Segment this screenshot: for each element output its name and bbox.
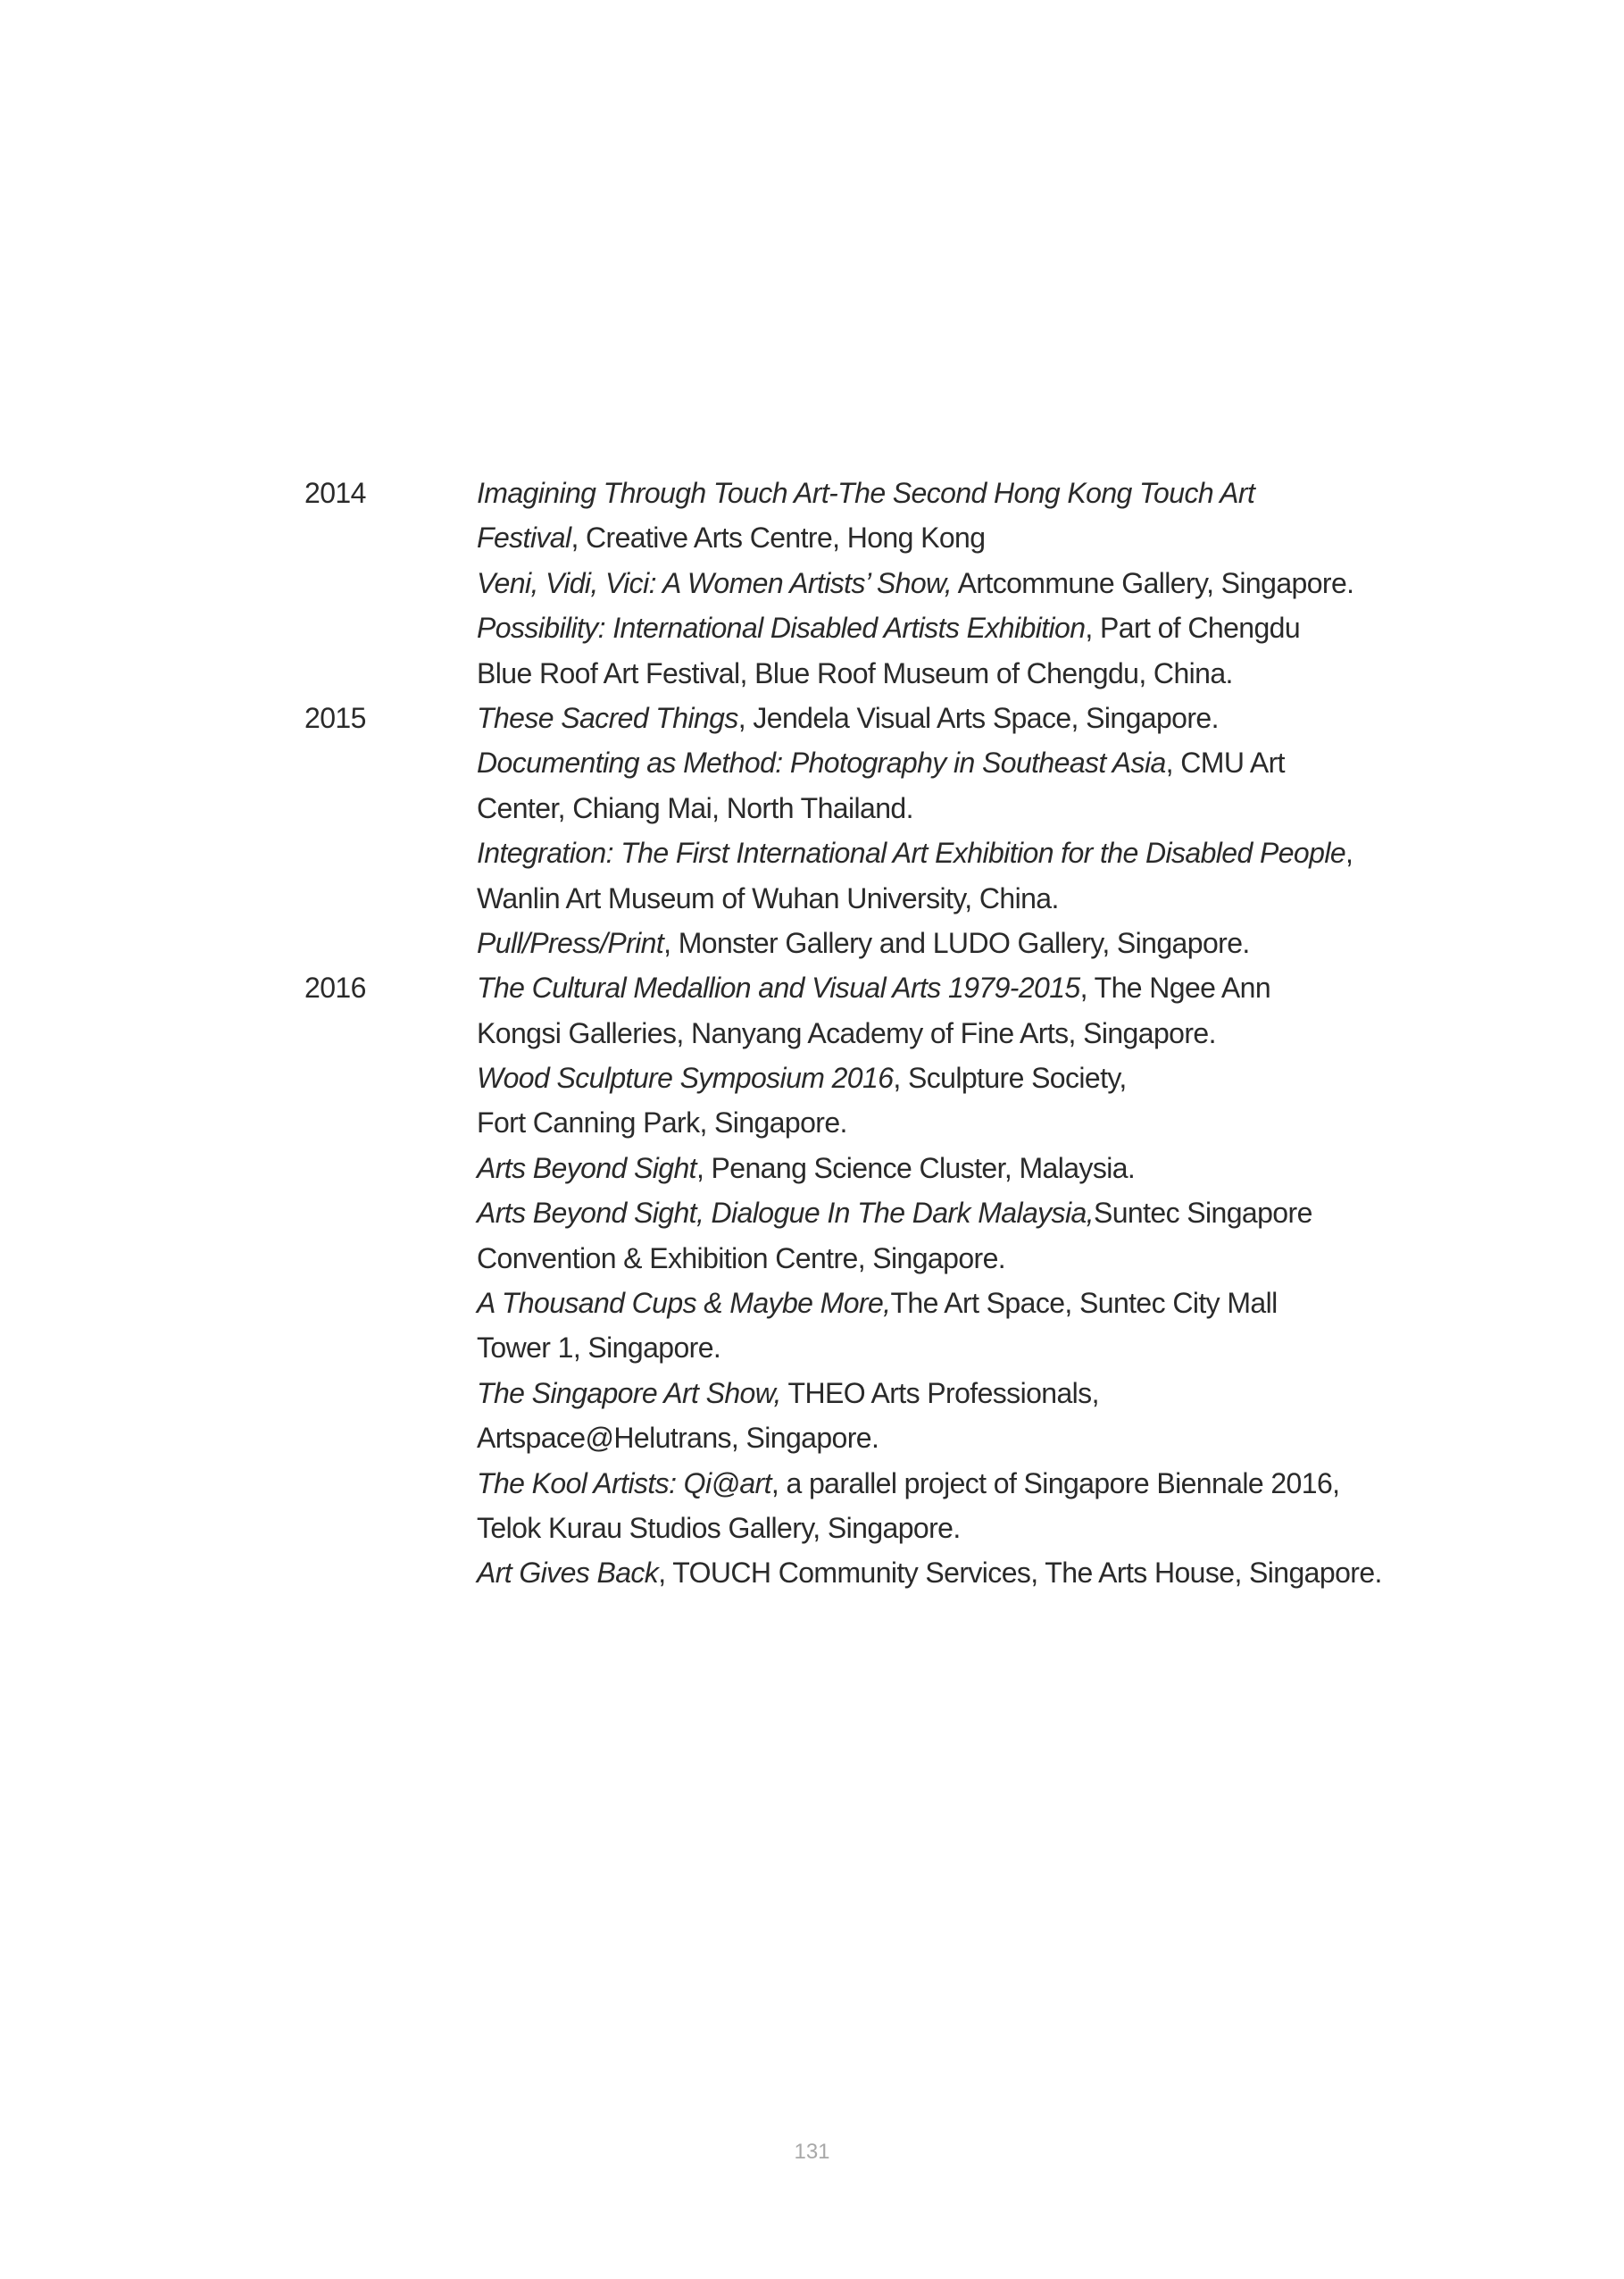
exhibition-text	[477, 651, 1233, 696]
exhibition-details: , The Ngee Ann	[1079, 972, 1271, 1005]
exhibition-year: 2016	[304, 972, 366, 1005]
exhibition-details: Kongsi Galleries, Nanyang Academy of Fine Arts, Singapore.	[477, 1016, 1216, 1049]
exhibition-title: Arts Beyond Sight, Dialogue In The Dark Malaysia,	[477, 1197, 1094, 1230]
exhibition-line	[0, 1011, 1624, 1056]
exhibition-line	[0, 1281, 1624, 1325]
exhibition-text	[477, 1371, 1099, 1415]
exhibition-line	[0, 561, 1624, 605]
exhibition-title: Festival	[477, 522, 571, 555]
exhibition-text	[477, 696, 1219, 740]
exhibition-title: Pull/Press/Print	[477, 926, 664, 959]
exhibition-text	[477, 740, 1285, 785]
exhibition-details: , Monster Gallery and LUDO Gallery, Singapore.	[663, 926, 1250, 959]
exhibition-details: Telok Kurau Studios Gallery, Singapore.	[477, 1511, 961, 1544]
exhibition-line	[0, 1146, 1624, 1190]
exhibition-details: Tower 1, Singapore.	[477, 1332, 721, 1365]
exhibition-title: Art Gives Back	[477, 1557, 659, 1590]
exhibition-title: Veni, Vidi, Vici: A Women Artists’ Show,	[477, 566, 953, 599]
exhibition-details: Artcommune Gallery, Singapore.	[952, 566, 1354, 599]
exhibition-line	[0, 965, 1624, 1010]
exhibition-title: The Kool Artists: Qi@art	[477, 1466, 771, 1499]
exhibition-title: Wood Sculpture Symposium 2016	[477, 1062, 894, 1095]
exhibition-title: Integration: The First International Art Exhibition for the Disabled People	[477, 837, 1346, 870]
exhibition-text	[477, 1011, 1216, 1056]
exhibition-text	[477, 471, 1254, 515]
exhibition-text	[477, 1506, 961, 1550]
exhibition-line	[0, 1461, 1624, 1506]
exhibition-text	[477, 965, 1270, 1010]
exhibition-line	[0, 1100, 1624, 1145]
exhibition-line	[0, 1506, 1624, 1550]
exhibition-text	[477, 1056, 1127, 1100]
exhibition-title: Imagining Through Touch Art-The Second Hong Kong Touch Art	[477, 477, 1255, 509]
exhibition-title: Documenting as Method: Photography in Southeast Asia	[477, 747, 1166, 780]
exhibition-details: , a parallel project of Singapore Biennale 2016,	[770, 1466, 1340, 1499]
exhibition-text	[477, 1146, 1135, 1190]
exhibition-line	[0, 1415, 1624, 1460]
exhibition-line	[0, 1190, 1624, 1235]
exhibition-text	[477, 1415, 879, 1460]
exhibition-line	[0, 471, 1624, 515]
exhibition-title: A Thousand Cups & Maybe More,	[477, 1287, 891, 1320]
exhibition-title: The Cultural Medallion and Visual Arts 1979-2015	[477, 972, 1080, 1005]
exhibition-line	[0, 876, 1624, 921]
exhibition-text	[477, 515, 985, 560]
exhibition-text	[477, 1236, 1005, 1281]
exhibition-text	[477, 561, 1353, 605]
exhibition-year: 2015	[304, 701, 366, 734]
exhibition-details: , Penang Science Cluster, Malaysia.	[695, 1151, 1136, 1184]
exhibition-text	[477, 786, 913, 831]
exhibition-list	[0, 471, 1624, 1596]
exhibition-details: , Part of Chengdu	[1085, 612, 1301, 645]
exhibition-text	[477, 1281, 1278, 1325]
exhibition-details: , CMU Art	[1165, 747, 1285, 780]
exhibition-line	[0, 605, 1624, 650]
exhibition-details: , Jendela Visual Arts Space, Singapore.	[737, 701, 1219, 734]
exhibition-text	[477, 876, 1059, 921]
exhibition-line	[0, 1056, 1624, 1100]
exhibition-details: Suntec Singapore	[1093, 1197, 1312, 1230]
exhibition-details: The Art Space, Suntec City Mall	[890, 1287, 1278, 1320]
exhibition-year: 2014	[304, 477, 366, 509]
page-number: 131	[794, 2140, 830, 2164]
exhibition-text	[477, 1190, 1312, 1235]
exhibition-text	[477, 1100, 847, 1145]
exhibition-text	[477, 921, 1250, 965]
exhibition-line	[0, 831, 1624, 875]
exhibition-line	[0, 740, 1624, 785]
exhibition-title: Possibility: International Disabled Artists Exhibition	[477, 612, 1086, 645]
exhibition-line	[0, 696, 1624, 740]
exhibition-details: , TOUCH Community Services, The Arts House, Singapore.	[658, 1557, 1382, 1590]
exhibition-text	[477, 605, 1300, 650]
exhibition-text	[477, 1325, 720, 1370]
exhibition-line	[0, 921, 1624, 965]
exhibition-details: , Sculpture Society,	[893, 1062, 1127, 1095]
exhibition-text	[477, 831, 1353, 875]
exhibition-details: Wanlin Art Museum of Wuhan University, China.	[477, 881, 1059, 914]
exhibition-details: THEO Arts Professionals,	[780, 1376, 1099, 1409]
exhibition-text	[477, 1550, 1382, 1595]
exhibition-details: Fort Canning Park, Singapore.	[477, 1106, 847, 1140]
exhibition-title: The Singapore Art Show,	[477, 1376, 781, 1409]
exhibition-title: Arts Beyond Sight	[477, 1151, 696, 1184]
exhibition-details: Blue Roof Art Festival, Blue Roof Museum of Chengdu, China.	[477, 656, 1233, 689]
exhibition-line	[0, 651, 1624, 696]
exhibition-details: , Creative Arts Centre, Hong Kong	[570, 522, 986, 555]
exhibition-line	[0, 1325, 1624, 1370]
exhibition-line	[0, 515, 1624, 560]
exhibition-title: These Sacred Things	[477, 701, 738, 734]
exhibition-line	[0, 786, 1624, 831]
exhibition-line	[0, 1236, 1624, 1281]
exhibition-text	[477, 1461, 1339, 1506]
exhibition-details: Convention & Exhibition Centre, Singapore.	[477, 1241, 1006, 1274]
exhibition-line	[0, 1550, 1624, 1595]
exhibition-details: Center, Chiang Mai, North Thailand.	[477, 791, 913, 824]
exhibition-details: Artspace@Helutrans, Singapore.	[477, 1422, 879, 1455]
exhibition-line	[0, 1371, 1624, 1415]
exhibition-details: ,	[1345, 837, 1353, 870]
